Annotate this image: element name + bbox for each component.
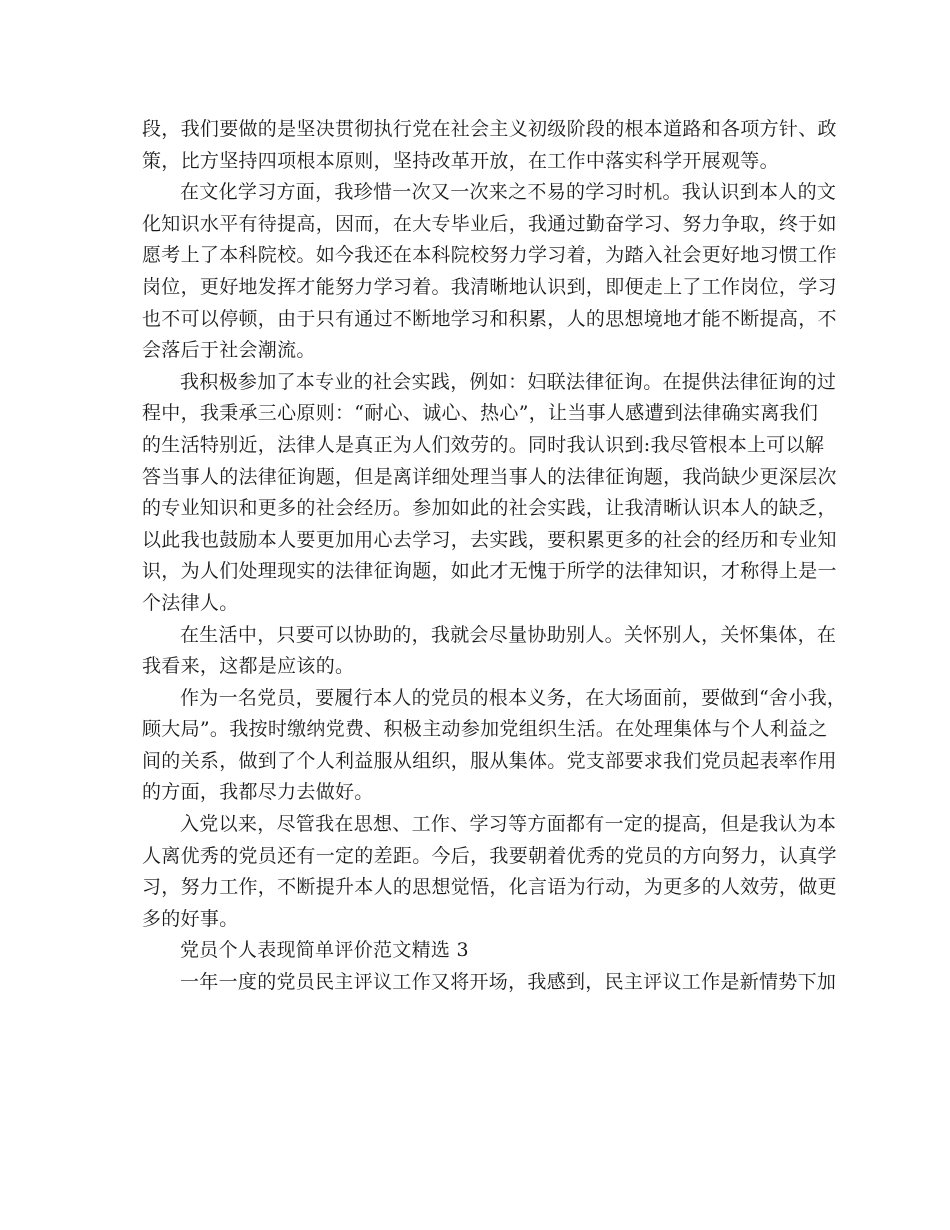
text-line: 入党以来，尽管我在思想、工作、学习等方面都有一定的提高，但是我认为本 xyxy=(180,813,837,836)
text-line: 的方面，我都尽力去做好。 xyxy=(142,781,374,804)
text-line: 顾大局”。我按时缴纳党费、积极主动参加党组织生活。在处理集体与个人利益之 xyxy=(142,718,828,741)
text-line: 的专业知识和更多的社会经历。参加如此的社会实践，让我清晰认识本人的缺乏， xyxy=(142,497,837,520)
text-line: 以此我也鼓励本人要更加用心去学习，去实践，要积累更多的社会的经历和专业知 xyxy=(142,528,837,551)
text-line: 也不可以停顿，由于只有通过不断地学习和积累，人的思想境地才能不断提高，不 xyxy=(142,307,837,330)
text-line: 我积极参加了本专业的社会实践，例如：妇联法律征询。在提供法律征询的过 xyxy=(180,370,837,393)
text-line: 人离优秀的党员还有一定的差距。今后，我要朝着优秀的党员的方向努力，认真学 xyxy=(142,844,837,867)
text-line: 化知识水平有待提高，因而，在大专毕业后，我通过勤奋学习、努力争取，终于如 xyxy=(142,212,837,235)
text-line: 在文化学习方面，我珍惜一次又一次来之不易的学习时机。我认识到本人的文 xyxy=(180,181,837,204)
document-body xyxy=(142,114,847,999)
text-line: 在生活中，只要可以协助的，我就会尽量协助别人。关怀别人，关怀集体，在 xyxy=(180,623,837,646)
text-line: 程中，我秉承三心原则：“耐心、诚心、热心”，让当事人感遭到法律确实离我们 xyxy=(142,402,819,425)
text-line: 愿考上了本科院校。如今我还在本科院校努力学习着，为踏入社会更好地习惯工作 xyxy=(142,244,837,267)
text-line: 段，我们要做的是坚决贯彻执行党在社会主义初级阶段的根本道路和各项方针、政 xyxy=(142,118,837,140)
text-line: 一年一度的党员民主评议工作又将开场，我感到，民主评议工作是新情势下加 xyxy=(180,971,837,994)
text-line: 习，努力工作，不断提升本人的思想觉悟，化言语为行动，为更多的人效劳，做更 xyxy=(142,876,837,899)
text-line: 个法律人。 xyxy=(142,591,239,614)
text-line: 识，为人们处理现实的法律征询题，如此才无愧于所学的法律知识，才称得上是一 xyxy=(142,560,837,583)
text-line: 党员个人表现简单评价范文精选 3 xyxy=(180,939,469,962)
text-line: 答当事人的法律征询题，但是离详细处理当事人的法律征询题，我尚缺少更深层次 xyxy=(142,465,837,488)
text-line: 会落后于社会潮流。 xyxy=(142,339,316,362)
text-line: 多的好事。 xyxy=(142,907,239,930)
text-line: 间的关系，做到了个人利益服从组织，服从集体。党支部要求我们党员起表率作用 xyxy=(142,749,837,772)
text-line: 的生活特别近，法律人是真正为人们效劳的。同时我认识到:我尽管根本上可以解 xyxy=(142,433,825,456)
text-line: 策，比方坚持四项根本原则，坚持改革开放，在工作中落实科学开展观等。 xyxy=(142,149,779,172)
text-line: 我看来，这都是应该的。 xyxy=(142,655,355,678)
text-line: 岗位，更好地发挥才能努力学习着。我清晰地认识到，即便走上了工作岗位，学习 xyxy=(142,275,837,298)
text-line: 作为一名党员，要履行本人的党员的根本义务，在大场面前，要做到“舍小我， xyxy=(180,686,847,709)
